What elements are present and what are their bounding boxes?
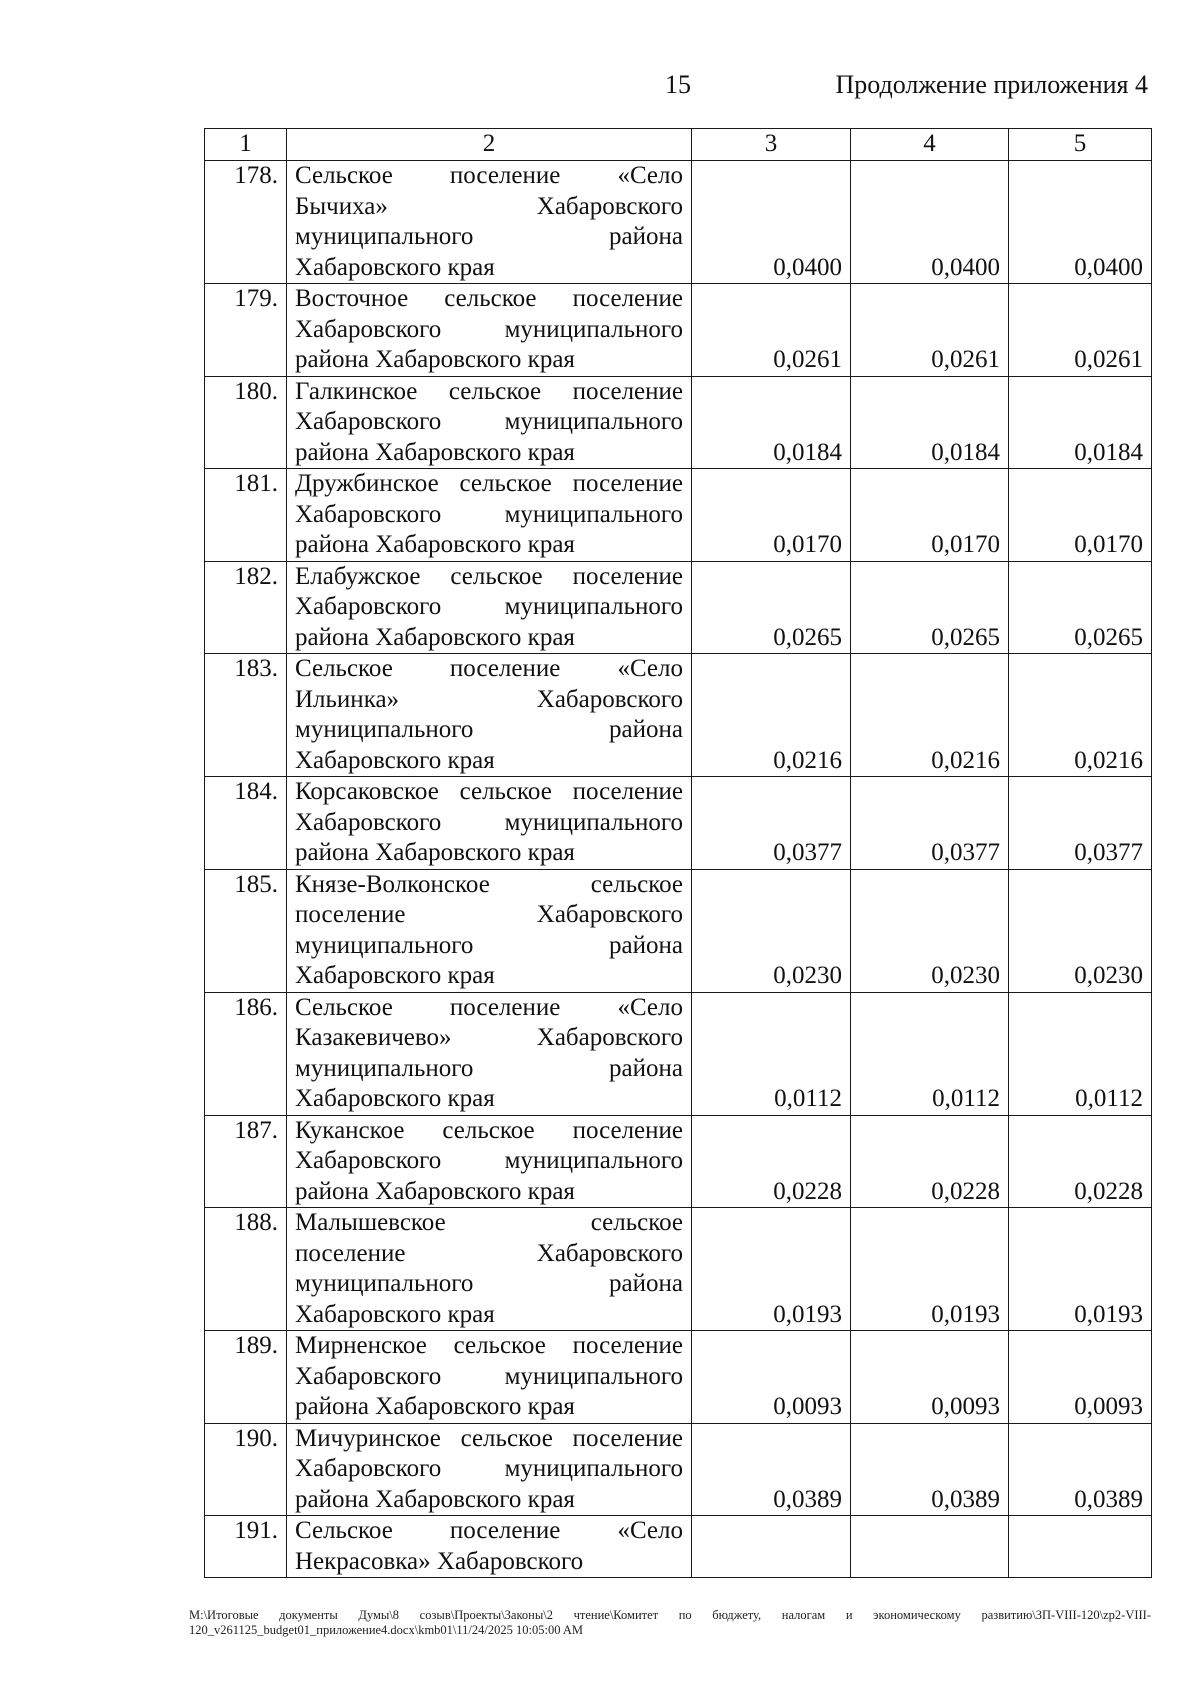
settlement-name-line: района Хабаровского края [295,438,575,466]
settlement-name-line: Бычиха» Хабаровского [295,192,683,220]
value-cell-5: 0,0389 [1009,1423,1152,1516]
table-row [205,1423,1152,1516]
value-cell-5: 0,0230 [1009,869,1152,992]
settlement-name [287,284,692,377]
settlement-name-line: Казакевичево» Хабаровского [295,1024,683,1051]
value-cell-5: 0,0261 [1009,284,1152,377]
settlement-name-line: поселение Хабаровского [295,1239,683,1267]
settlement-name-line: Хабаровского муниципального [295,408,683,435]
value-cell-3: 0,0184 [692,376,851,469]
row-number: 184. [205,777,287,870]
settlement-name-line: Мирненское сельское поселение [295,1332,683,1359]
table-row [205,161,1152,284]
value-cell-5: 0,0216 [1009,654,1152,777]
value-cell-5 [1009,1516,1152,1578]
value-cell-4: 0,0400 [851,161,1009,284]
column-number-row [205,129,1152,161]
settlement-name-line: поселение Хабаровского [295,901,683,928]
settlement-name-line: Хабаровского края [295,746,495,774]
value-cell-4: 0,0230 [851,869,1009,992]
value-cell-5: 0,0170 [1009,469,1152,562]
settlement-name-line: района Хабаровского края [295,1393,575,1420]
value-cell-4: 0,0170 [851,469,1009,562]
settlement-name-line: Дружбинское сельское поселение [295,470,683,497]
settlement-name-line: Мичуринское сельское поселение [295,1424,683,1452]
settlement-name-line: Корсаковское сельское поселение [295,778,683,805]
settlement-name [287,869,692,992]
settlement-name-line: муниципального района [295,716,683,743]
settlement-name-line: Хабаровского муниципального [295,593,683,620]
settlement-name-line: Сельское поселение «Село [295,1517,683,1544]
value-cell-3: 0,0377 [692,777,851,870]
row-number: 191. [205,1516,287,1578]
continuation-heading: Продолжение приложения 4 [835,70,1148,99]
value-cell-3: 0,0216 [692,654,851,777]
settlement-name-line: Малышевское сельское [295,1209,683,1236]
document-path-footer: M:\Итоговые документы Думы\8 созыв\Проекты\Законы\2 чтение\Комитет по бюджету, налогам и экономическому развитию\ЗП-VIII-120\zp2-VIII-120_v261125_budget01_приложение4.docx\kmb01\11/24/2025 10:05:00 AM [189,1608,1151,1637]
table-row [205,1115,1152,1208]
value-cell-3: 0,0389 [692,1423,851,1516]
settlement-name-line: Хабаровского края [295,253,495,281]
settlement-name-line: района Хабаровского края [295,1485,575,1513]
row-number: 189. [205,1331,287,1424]
settlement-name-line: Галкинское сельское поселение [295,377,683,405]
value-cell-5: 0,0193 [1009,1208,1152,1331]
settlement-name [287,1208,692,1331]
settlement-name-line: Сельское поселение «Село [295,993,683,1021]
row-number: 188. [205,1208,287,1331]
value-cell-4: 0,0261 [851,284,1009,377]
settlement-name-line: муниципального района [295,223,683,250]
value-cell-3: 0,0193 [692,1208,851,1331]
table-row [205,561,1152,654]
value-cell-3: 0,0265 [692,561,851,654]
settlement-name-line: муниципального района [295,1270,683,1297]
settlement-name-line: Сельское поселение «Село [295,655,683,682]
table-row [205,992,1152,1115]
table-row [205,376,1152,469]
settlement-name-line: Хабаровского муниципального [295,808,683,836]
settlement-name-line: Хабаровского муниципального [295,1362,683,1390]
value-cell-3: 0,0093 [692,1331,851,1424]
value-cell-4: 0,0193 [851,1208,1009,1331]
value-cell-3: 0,0170 [692,469,851,562]
settlement-name-line: Хабаровского края [295,1300,495,1328]
table-row [205,469,1152,562]
settlement-name [287,777,692,870]
settlement-name [287,654,692,777]
settlement-name-line: Хабаровского муниципального [295,1455,683,1482]
settlement-name-line: Хабаровского края [295,1085,495,1112]
value-cell-4: 0,0228 [851,1115,1009,1208]
settlement-name-line: района Хабаровского края [295,531,575,558]
value-cell-4: 0,0216 [851,654,1009,777]
settlement-name-line: района Хабаровского края [295,1177,575,1205]
value-cell-5: 0,0400 [1009,161,1152,284]
value-cell-3: 0,0261 [692,284,851,377]
value-cell-5: 0,0093 [1009,1331,1152,1424]
settlement-name [287,561,692,654]
table-row [205,654,1152,777]
settlement-name-line: района Хабаровского края [295,346,575,373]
table-row [205,869,1152,992]
row-number: 185. [205,869,287,992]
value-cell-3: 0,0112 [692,992,851,1115]
table-row [205,1516,1152,1578]
settlement-name [287,1115,692,1208]
settlement-name-line: Елабужское сельское поселение [295,562,683,590]
settlement-name-line: Восточное сельское поселение [295,285,683,312]
value-cell-4 [851,1516,1009,1578]
value-cell-5: 0,0377 [1009,777,1152,870]
table-row [205,1331,1152,1424]
row-number: 183. [205,654,287,777]
settlement-name [287,1331,692,1424]
value-cell-5: 0,0265 [1009,561,1152,654]
settlement-name-line: Куканское сельское поселение [295,1116,683,1144]
value-cell-3: 0,0400 [692,161,851,284]
table-row [205,284,1152,377]
value-cell-4: 0,0112 [851,992,1009,1115]
settlement-name [287,1516,692,1578]
value-cell-3: 0,0230 [692,869,851,992]
table-body [205,161,1152,1578]
value-cell-4: 0,0377 [851,777,1009,870]
column-header: 5 [1009,129,1152,161]
settlement-name-line: Некрасовка» Хабаровского [295,1547,584,1575]
column-header: 3 [692,129,851,161]
settlement-name-line: Князе-Волконское сельское [295,870,683,898]
settlement-name [287,992,692,1115]
settlement-name-line: Ильинка» Хабаровского [295,685,683,713]
settlement-name [287,1423,692,1516]
row-number: 178. [205,161,287,284]
settlement-name [287,376,692,469]
column-header: 4 [851,129,1009,161]
settlement-name-line: района Хабаровского края [295,839,575,866]
value-cell-3 [692,1516,851,1578]
row-number: 180. [205,376,287,469]
settlement-name-line: Хабаровского муниципального [295,500,683,528]
settlement-name [287,469,692,562]
settlement-name-line: Хабаровского муниципального [295,1147,683,1174]
row-number: 179. [205,284,287,377]
value-cell-3: 0,0228 [692,1115,851,1208]
settlement-name-line: Сельское поселение «Село [295,162,683,189]
row-number: 181. [205,469,287,562]
page-number: 15 [665,70,691,99]
value-cell-4: 0,0389 [851,1423,1009,1516]
settlement-name-line: муниципального района [295,1054,683,1082]
settlement-name-line: Хабаровского края [295,962,495,989]
value-cell-4: 0,0184 [851,376,1009,469]
row-number: 186. [205,992,287,1115]
value-cell-5: 0,0228 [1009,1115,1152,1208]
row-number: 187. [205,1115,287,1208]
settlement-name-line: района Хабаровского края [295,623,575,651]
value-cell-4: 0,0093 [851,1331,1009,1424]
settlement-name [287,161,692,284]
appendix-table [204,128,1152,1578]
value-cell-4: 0,0265 [851,561,1009,654]
table-row [205,777,1152,870]
column-header: 2 [287,129,692,161]
value-cell-5: 0,0112 [1009,992,1152,1115]
column-header: 1 [205,129,287,161]
settlement-name-line: муниципального района [295,931,683,959]
value-cell-5: 0,0184 [1009,376,1152,469]
row-number: 190. [205,1423,287,1516]
table-row [205,1208,1152,1331]
settlement-name-line: Хабаровского муниципального [295,315,683,343]
row-number: 182. [205,561,287,654]
